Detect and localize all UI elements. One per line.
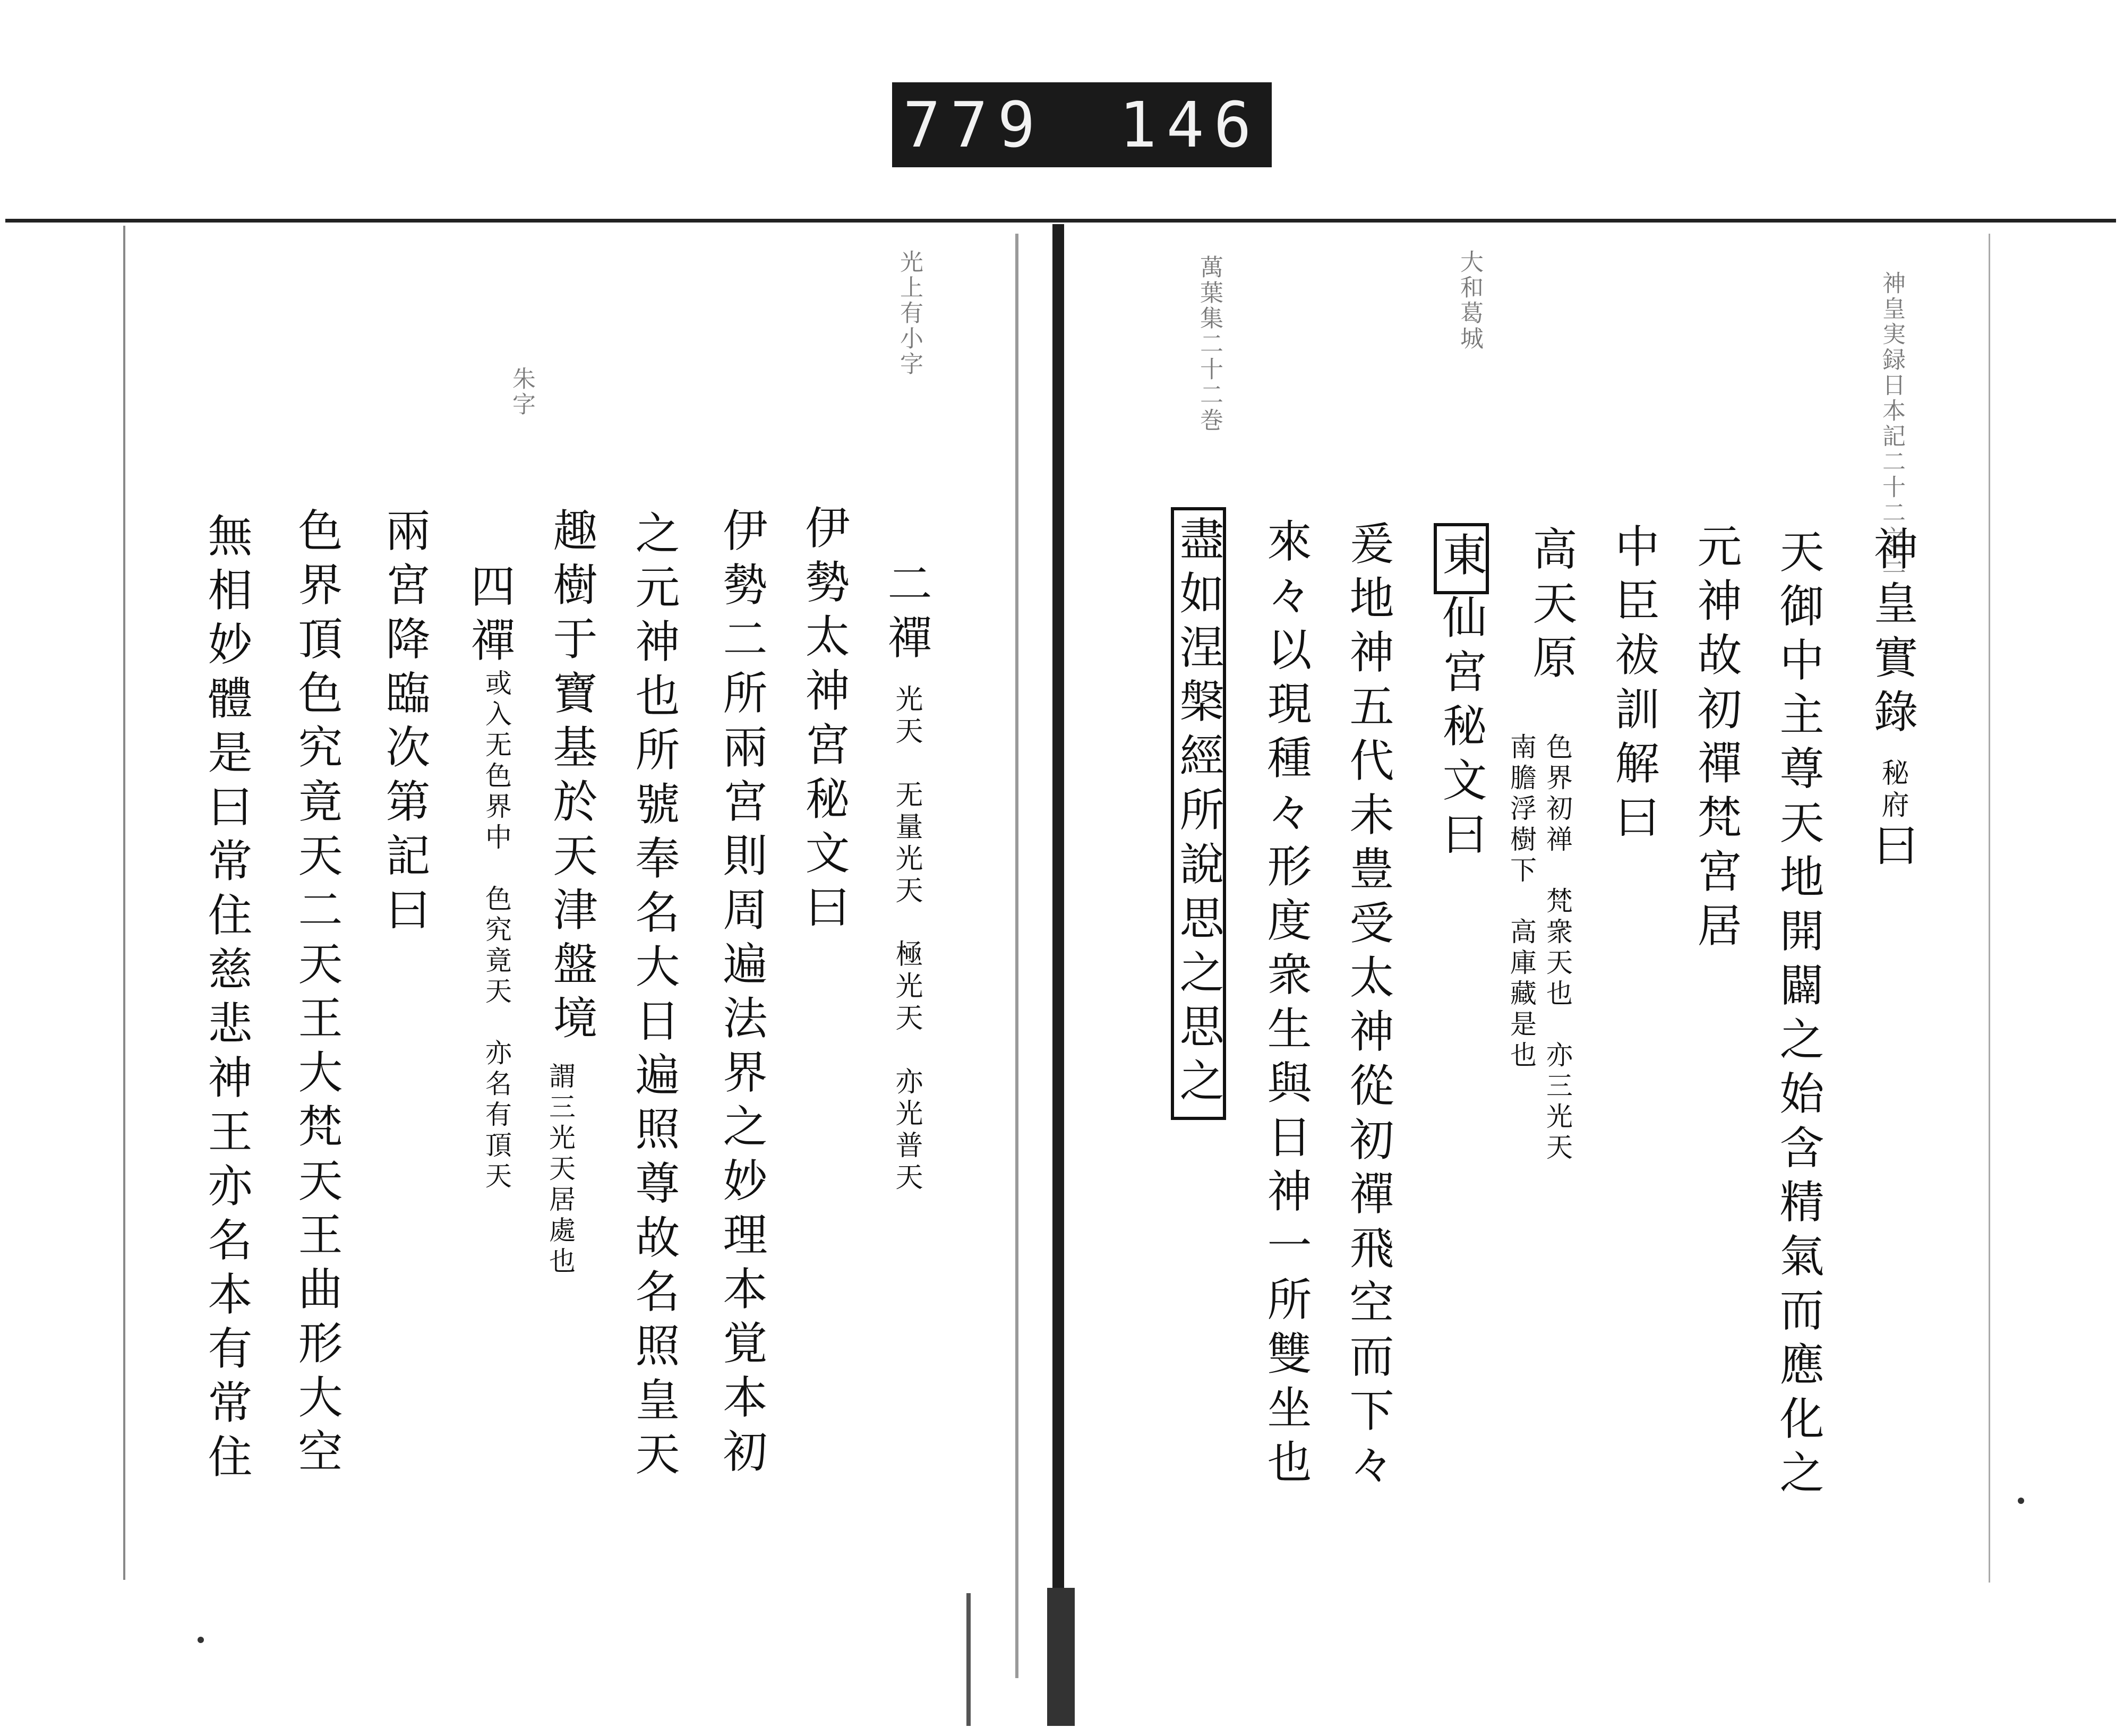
text-line — [1526, 526, 1578, 688]
text-line — [546, 507, 598, 1049]
annotation: 色界初禅 梵衆天也 亦三光天 — [1542, 733, 1573, 1164]
text-line — [1434, 523, 1489, 865]
text-line: 爰地神五代未豊受太神從初禪飛空而下々 — [1342, 520, 1394, 1495]
margin-note: 朱字 — [508, 366, 535, 417]
gutter-shadow — [1015, 234, 1018, 1678]
speck — [198, 1637, 204, 1643]
boxed-char: 東 — [1434, 523, 1489, 594]
boxed-passage: 盡如涅槃經所說思之思之 — [1171, 507, 1226, 1120]
left-page-edge — [123, 226, 125, 1580]
line-note: 光天 无量光天 極光天 亦光普天 — [890, 685, 922, 1194]
book-gutter — [1052, 224, 1064, 1674]
scan-mark — [966, 1593, 971, 1726]
text-line: 無相妙體是曰常住慈悲神王亦名本有常住 — [201, 512, 253, 1487]
margin-note: 光上有小字 — [896, 250, 923, 377]
line-text: 四禪 — [464, 563, 516, 671]
gutter-bottom — [1047, 1588, 1075, 1726]
text-line: 伊勢太神宮秘文曰 — [798, 504, 850, 938]
text-line — [1866, 526, 1919, 876]
line-text: 高天原 — [1526, 526, 1578, 688]
margin-note: 萬葉集二十二巻 — [1196, 255, 1223, 433]
text-line: 色界頂色究竟天二天王大梵天王曲形大空 — [291, 507, 343, 1482]
annotation: 謂三光天居處也 — [545, 1062, 576, 1278]
speck — [2018, 1498, 2024, 1504]
text-line: 中臣祓訓解曰 — [1608, 523, 1660, 848]
margin-note: 大和葛城 — [1456, 250, 1483, 352]
text-line: 之元神也所號奉名大日遍照尊故名照皇天 — [628, 510, 680, 1485]
line-note: 秘府 — [1877, 758, 1908, 822]
text-line: 元神故初禪梵宮居 — [1690, 523, 1742, 956]
text-line — [880, 560, 932, 1194]
top-rule — [5, 219, 2116, 223]
line-text: 神皇實錄 — [1866, 526, 1919, 742]
text-line: 兩宮降臨次第記曰 — [379, 507, 431, 940]
line-text: 二禪 — [880, 560, 932, 669]
text-line — [1171, 507, 1226, 1120]
text-line — [464, 563, 516, 671]
frame-number-right: 146 — [1119, 88, 1261, 161]
line-text: 趣樹于寶基於天津盤境 — [546, 507, 598, 1049]
text-line: 伊勢二所兩宮則周遍法界之妙理本覚本初 — [716, 507, 768, 1482]
frame-number-left: 779 — [903, 88, 1045, 161]
text-line: 天御中主尊天地開闢之始含精氣而應化之 — [1772, 528, 1825, 1503]
text-line: 來々以現種々形度衆生與日神一所雙坐也 — [1260, 518, 1312, 1493]
margin-note: 神皇実録日本記二十二之三 — [1878, 271, 1905, 577]
film-frame-label — [892, 82, 1272, 167]
right-page-edge — [1989, 234, 1990, 1583]
annotation: 或入无色界中 色究竟天 亦名有頂天 — [481, 669, 512, 1193]
line-text: 仙宮秘文曰 — [1435, 594, 1487, 865]
annotation: 南膽浮樹下 高庫藏是也 — [1506, 733, 1537, 1072]
line-text: 曰 — [1866, 822, 1919, 876]
